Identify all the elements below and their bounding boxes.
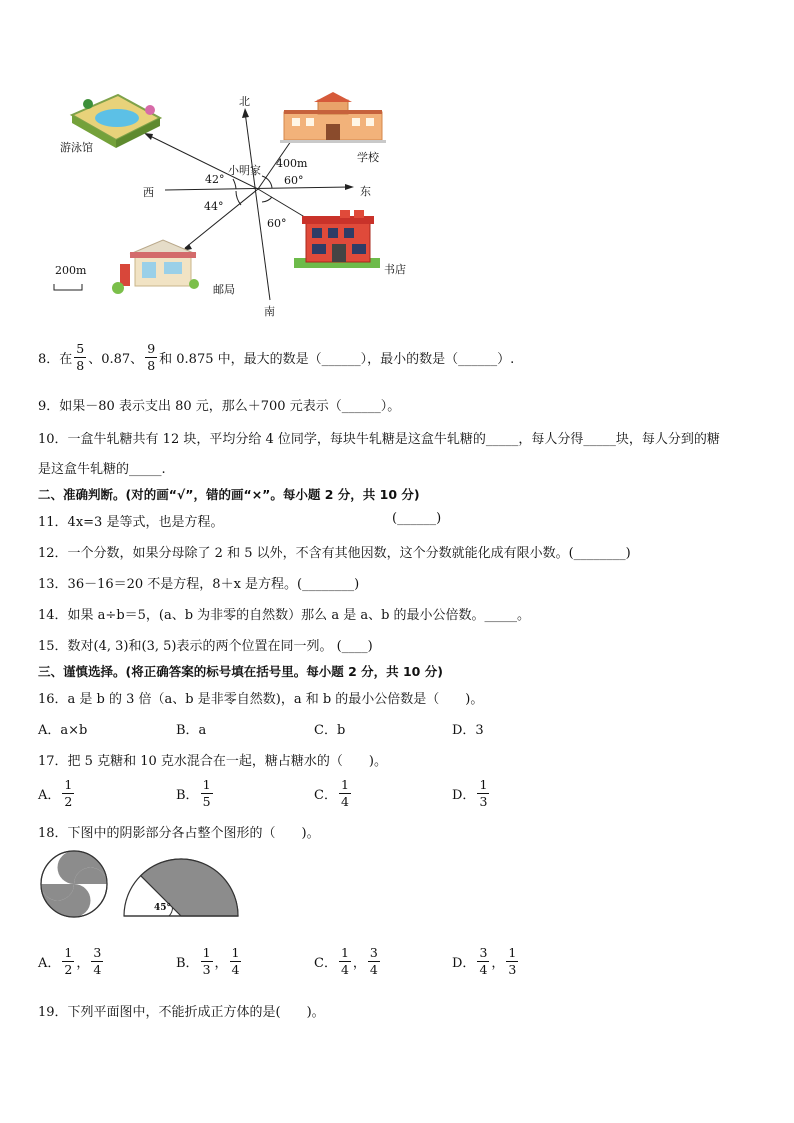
option-label: B． (176, 787, 199, 803)
question-15: 15．数对(4, 3)和(3, 5)表示的两个位置在同一列。 (____) (38, 639, 373, 654)
option-fraction (201, 778, 213, 807)
question-9: 9．如果－80 表示支出 80 元，那么＋700 元表示（______）。 (38, 399, 401, 414)
option-label: D． (452, 787, 476, 803)
fraction-numerator: 1 (202, 777, 211, 793)
q8-suffix: 和 0.875 中，最大的数是（______），最小的数是（______）. (159, 351, 515, 367)
direction-map (0, 0, 794, 330)
q16-option-d[interactable]: D．3 (452, 723, 484, 738)
fraction-denominator: 2 (64, 793, 73, 809)
fraction-numerator: 1 (64, 777, 73, 793)
fraction-numerator: 3 (479, 945, 488, 961)
east-label: 东 (360, 185, 371, 198)
option-fraction (62, 778, 74, 807)
question-18: 18．下图中的阴影部分各占整个图形的（ )。 (38, 826, 320, 841)
option-label: C． (314, 787, 337, 803)
fraction-numerator: 1 (64, 945, 73, 961)
shaded-circle-figure (41, 851, 107, 917)
bookstore-label: 书店 (384, 263, 406, 276)
question-13: 13．36－16＝20 不是方程，8＋x 是方程。(________) (38, 577, 360, 592)
option-fraction (339, 778, 351, 807)
fraction-numerator: 1 (479, 777, 488, 793)
scale-label: 200m (55, 264, 87, 277)
q18-option-d[interactable] (452, 942, 520, 980)
q17-option-b[interactable] (176, 774, 215, 812)
school-picture (280, 92, 386, 143)
fraction-denominator: 3 (508, 961, 517, 977)
option-fraction (201, 946, 213, 975)
fraction-denominator: 5 (202, 793, 211, 809)
option-fraction (368, 946, 380, 975)
option-fraction (230, 946, 242, 975)
south-label: 南 (264, 305, 275, 318)
option-label: A． (38, 955, 61, 971)
q8-separator: 、0.87、 (88, 351, 144, 367)
north-label: 北 (239, 95, 250, 108)
fraction-numerator: 9 (147, 341, 156, 357)
fraction-numerator: 1 (202, 945, 211, 961)
post-office-picture (112, 240, 212, 294)
question-14: 14．如果 a÷b＝5，(a、b 为非零的自然数）那么 a 是 a、b 的最小公倍数。_____。 (38, 608, 531, 623)
option-label: A． (38, 787, 61, 803)
comma: ， (352, 955, 366, 971)
fraction-numerator: 1 (231, 945, 240, 961)
question-8 (38, 338, 514, 376)
fraction-numerator: 1 (340, 945, 349, 961)
q18-option-b[interactable] (176, 942, 243, 980)
home-label: 小明家 (228, 164, 261, 177)
question-19: 19．下列平面图中，不能折成正方体的是( )。 (38, 1005, 325, 1020)
option-label: C． (314, 955, 337, 971)
question-12: 12．一个分数，如果分母除了 2 和 5 以外，不含有其他因数，这个分数就能化成有限小数。(________) (38, 546, 631, 561)
q11-text: 11．4x=3 是等式，也是方程。 (38, 515, 224, 530)
q17-option-d[interactable] (452, 774, 491, 812)
option-label: B． (176, 955, 199, 971)
fraction-denominator: 8 (147, 357, 156, 373)
option-fraction (91, 946, 103, 975)
q16-option-b[interactable]: B．a (176, 723, 207, 738)
option-fraction (477, 946, 489, 975)
fraction-numerator: 1 (340, 777, 349, 793)
q11-answer-blank[interactable]: (______) (392, 511, 442, 526)
option-fraction (62, 946, 74, 975)
angle-ne-label: 60° (284, 174, 304, 187)
fraction-denominator: 4 (93, 961, 102, 977)
angle-se-label: 60° (267, 217, 287, 230)
section-3-heading: 三、谨慎选择。(将正确答案的标号填在括号里。每小题 2 分，共 10 分) (38, 664, 443, 679)
fraction-numerator: 5 (76, 341, 85, 357)
shaded-semicircle-figure (124, 859, 238, 916)
q17-option-a[interactable] (38, 774, 76, 812)
q18-angle-label: 45° (154, 903, 172, 913)
fraction-9-8 (145, 342, 157, 371)
q17-option-c[interactable] (314, 774, 353, 812)
fraction-numerator: 3 (369, 945, 378, 961)
angle-sw-label: 44° (204, 200, 224, 213)
q16-option-c[interactable]: C．b (314, 723, 346, 738)
question-10-line-2: 是这盒牛轧糖的_____. (38, 462, 166, 477)
fraction-denominator: 4 (340, 961, 349, 977)
fraction-denominator: 3 (202, 961, 211, 977)
comma: ， (491, 955, 505, 971)
fraction-numerator: 3 (93, 945, 102, 961)
q18-figures (36, 850, 246, 920)
west-label: 西 (143, 186, 154, 199)
option-fraction (339, 946, 351, 975)
post-office-label: 邮局 (213, 283, 235, 296)
q16-option-a[interactable]: A．a×b (38, 723, 88, 738)
comma: ， (76, 955, 90, 971)
question-11 (38, 511, 223, 530)
map-lines (0, 0, 794, 330)
fraction-denominator: 2 (64, 961, 73, 977)
fraction-numerator: 1 (508, 945, 517, 961)
option-fraction (506, 946, 518, 975)
angle-nw-label: 42° (205, 173, 225, 186)
fraction-denominator: 3 (479, 793, 488, 809)
comma: ， (214, 955, 228, 971)
section-2-heading: 二、准确判断。(对的画“√”，错的画“×”。每小题 2 分，共 10 分) (38, 487, 420, 502)
fraction-5-8 (74, 342, 86, 371)
q18-option-c[interactable] (314, 942, 382, 980)
pool-label: 游泳馆 (60, 141, 93, 154)
q8-prefix: 8．在 (38, 351, 73, 367)
fraction-denominator: 4 (369, 961, 378, 977)
fraction-denominator: 4 (479, 961, 488, 977)
school-label: 学校 (357, 151, 379, 164)
question-10-line-1: 10．一盒牛轧糖共有 12 块，平均分给 4 位同学，每块牛轧糖是这盒牛轧糖的_____，每人分得_____块，每人分到的糖 (38, 432, 720, 447)
fraction-denominator: 4 (340, 793, 349, 809)
option-label: D． (452, 955, 476, 971)
question-17: 17．把 5 克糖和 10 克水混合在一起，糖占糖水的（ )。 (38, 754, 387, 769)
option-fraction (477, 778, 489, 807)
distance-label: 400m (276, 157, 308, 170)
fraction-denominator: 8 (76, 357, 85, 373)
q18-option-a[interactable] (38, 942, 105, 980)
question-16: 16．a 是 b 的 3 倍（a、b 是非零自然数)，a 和 b 的最小公倍数是（ )。 (38, 692, 484, 707)
fraction-denominator: 4 (231, 961, 240, 977)
bookstore-picture (294, 210, 380, 268)
